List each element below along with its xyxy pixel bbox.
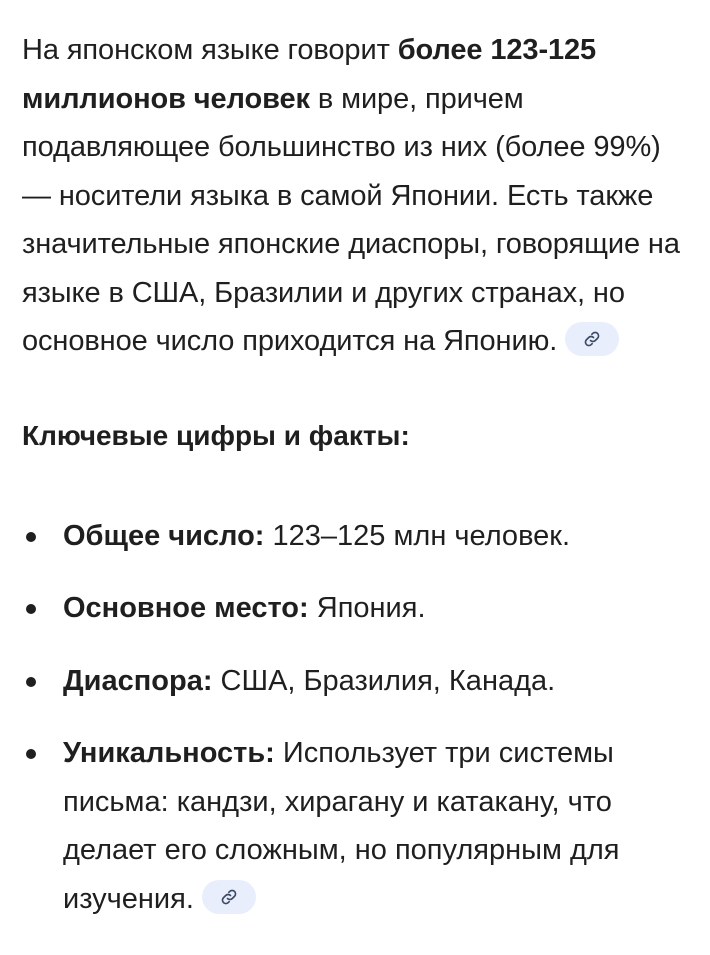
list-item <box>22 512 682 561</box>
bullet-dot <box>26 604 36 614</box>
intro-bold-figure: более 123-125 миллионов человек <box>22 34 597 115</box>
list-item <box>22 729 682 923</box>
link-icon <box>220 888 238 906</box>
bullet-dot <box>26 532 36 542</box>
list-item <box>22 657 682 706</box>
fact-text: Использует три системы письма: кандзи, хирагану и катакану, что делает его сложным, но популярным для изучения. <box>63 737 620 915</box>
intro-paragraph <box>22 26 682 366</box>
bullet-dot <box>26 677 36 687</box>
fact-text: США, Бразилия, Канада. <box>212 664 556 697</box>
facts-heading: Ключевые цифры и факты: <box>22 419 410 451</box>
fact-label: Уникальность: <box>63 737 275 769</box>
fact-label: Основное место: <box>63 592 309 624</box>
source-link-button[interactable] <box>565 322 619 356</box>
bullet-dot <box>26 749 36 759</box>
link-icon <box>583 330 601 348</box>
fact-text: 123–125 млн человек. <box>264 519 571 552</box>
fact-label: Диаспора: <box>63 664 213 697</box>
intro-text-2: в мире, причем подавляющее большинство из них (более 99%) — носители языка в самой Японии. Есть также значительные японские диаспоры, говорящие на языке в США, Бразилии и других странах, но основное число приходится на Японию. <box>22 82 680 357</box>
fact-text: Япония. <box>308 592 426 624</box>
facts-list <box>22 512 682 924</box>
source-link-button[interactable] <box>202 880 256 914</box>
list-item <box>22 584 682 633</box>
fact-label: Общее число: <box>63 519 265 552</box>
intro-text-1: На японском языке говорит <box>22 34 398 66</box>
